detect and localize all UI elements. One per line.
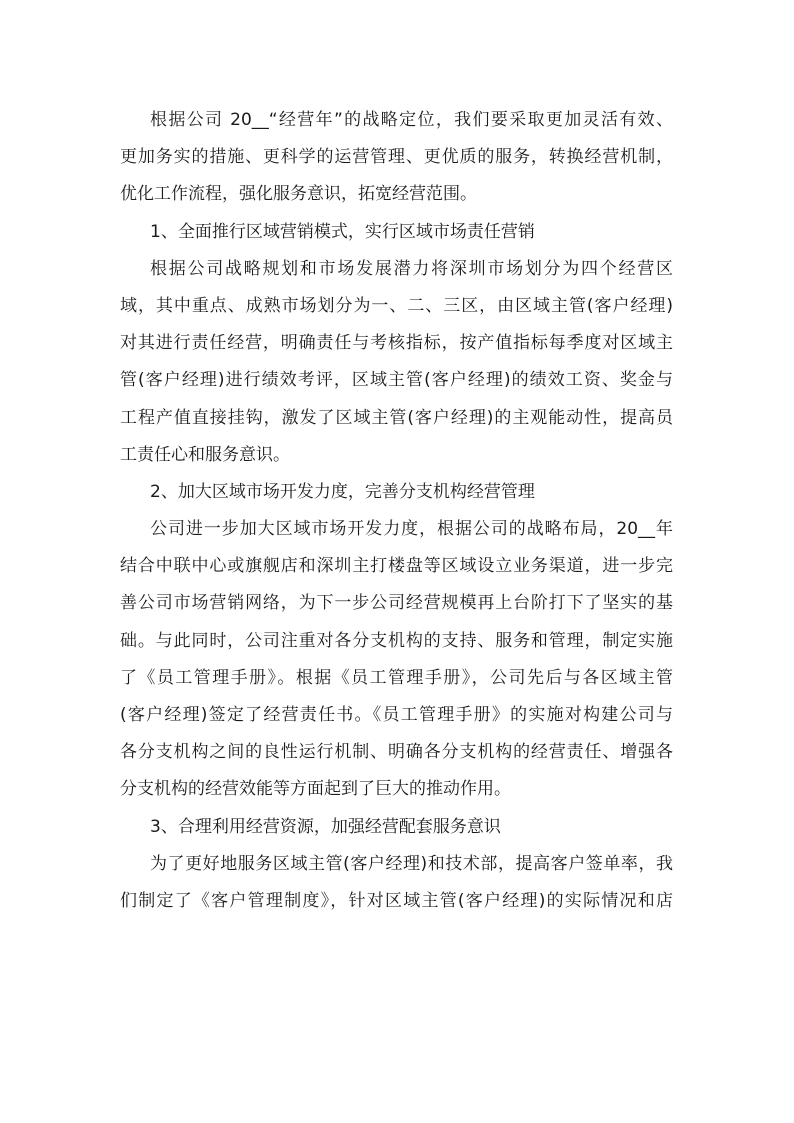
paragraph-2-line-3: 对其进行责任经营，明确责任与考核指标，按产值指标每季度对区域主	[120, 333, 673, 354]
paragraph-1-line-2: 更加务实的措施、更科学的运营管理、更优质的服务，转换经营机制，	[120, 147, 673, 168]
document-body	[120, 102, 673, 920]
paragraph-3-line-2: 结合中联中心或旗舰店和深圳主打楼盘等区域设立业务渠道，进一步完	[120, 556, 673, 577]
paragraph-2-line-4: 管(客户经理)进行绩效考评，区域主管(客户经理)的绩效工资、奖金与	[120, 370, 673, 391]
paragraph-1-line-1: 根据公司 20__“经营年”的战略定位，我们要采取更加灵活有效、	[150, 110, 673, 130]
paragraph-4-line-2: 们制定了《客户管理制度》，针对区域主管(客户经理)的实际情况和店	[120, 890, 673, 911]
paragraph-3-line-7: 各分支机构之间的良性运行机制、明确各分支机构的经营责任、增强各	[120, 742, 673, 763]
paragraph-3-line-4: 础。与此同时，公司注重对各分支机构的支持、服务和管理，制定实施	[120, 630, 673, 651]
section-heading-3: 3、合理利用经营资源，加强经营配套服务意识	[150, 816, 501, 837]
paragraph-3-line-8: 分支机构的经营效能等方面起到了巨大的推动作用。	[120, 779, 511, 800]
paragraph-2-line-1: 根据公司战略规划和市场发展潜力将深圳市场划分为四个经营区	[150, 258, 673, 279]
paragraph-3-line-3: 善公司市场营销网络，为下一步公司经营规模再上台阶打下了坚实的基	[120, 593, 673, 614]
paragraph-3-line-6: (客户经理)签定了经营责任书。《员工管理手册》的实施对构建公司与	[120, 705, 673, 725]
section-heading-2: 2、加大区域市场开发力度，完善分支机构经营管理	[150, 481, 535, 502]
paragraph-1-line-3: 优化工作流程，强化服务意识，拓宽经营范围。	[120, 184, 477, 205]
paragraph-4-line-1: 为了更好地服务区域主管(客户经理)和技术部，提高客户签单率，我	[150, 853, 673, 874]
paragraph-2-line-5: 工程产值直接挂钩，激发了区域主管(客户经理)的主观能动性，提高员	[120, 407, 673, 428]
paragraph-3-line-5: 了《员工管理手册》。根据《员工管理手册》，公司先后与各区域主管	[120, 667, 673, 688]
paragraph-3-line-1: 公司进一步加大区域市场开发力度，根据公司的战略布局，20__年	[150, 519, 673, 540]
paragraph-2-line-2: 域，其中重点、成熟市场划分为一、二、三区，由区域主管(客户经理)	[120, 295, 673, 316]
section-heading-1: 1、全面推行区域营销模式，实行区域市场责任营销	[150, 221, 535, 242]
paragraph-2-line-6: 工责任心和服务意识。	[120, 444, 290, 465]
